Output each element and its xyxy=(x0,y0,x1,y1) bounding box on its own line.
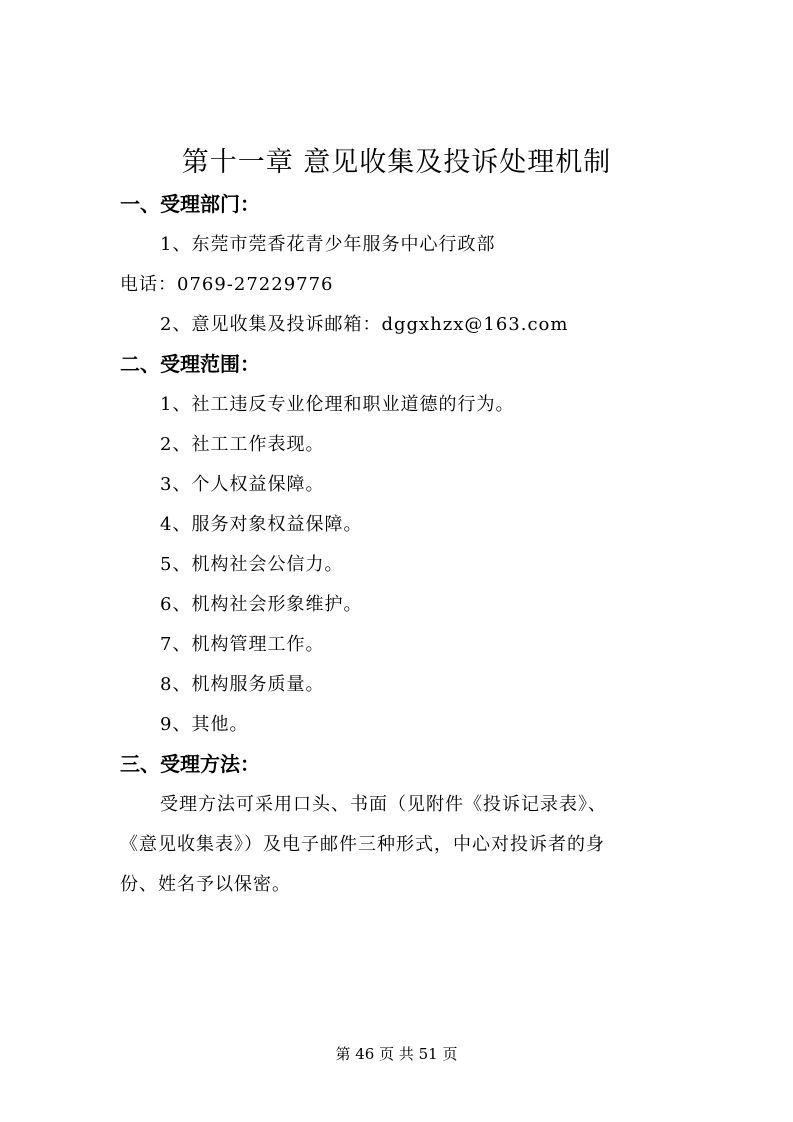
page-title: 第十一章 意见收集及投诉处理机制 xyxy=(181,147,612,178)
section-heading-scope: 二、受理范围： xyxy=(120,352,260,376)
section-heading-method: 三、受理方法： xyxy=(120,752,260,776)
scope-item: 1、社工违反专业伦理和职业道德的行为。 xyxy=(160,394,515,415)
scope-item: 8、机构服务质量。 xyxy=(160,674,325,695)
page-number-footer: 第 46 页 共 51 页 xyxy=(335,1045,458,1063)
department-line: 1、东莞市莞香花青少年服务中心行政部 xyxy=(160,234,496,255)
scope-item: 3、个人权益保障。 xyxy=(160,474,325,495)
method-paragraph-line: 份、姓名予以保密。 xyxy=(120,874,291,895)
method-paragraph-line: 《意见收集表》）及电子邮件三种形式，中心对投诉者的身 xyxy=(120,834,605,855)
phone-line: 电话：0769-27229776 xyxy=(120,274,334,295)
scope-item: 7、机构管理工作。 xyxy=(160,634,325,655)
scope-item: 4、服务对象权益保障。 xyxy=(160,514,363,535)
scope-item: 9、其他。 xyxy=(160,714,249,735)
scope-item: 5、机构社会公信力。 xyxy=(160,554,344,575)
section-heading-department: 一、受理部门： xyxy=(120,192,260,216)
scope-item: 2、社工工作表现。 xyxy=(160,434,325,455)
method-paragraph-line: 受理方法可采用口头、书面（见附件《投诉记录表》、 xyxy=(160,794,607,815)
scope-item: 6、机构社会形象维护。 xyxy=(160,594,363,615)
email-line: 2、意见收集及投诉邮箱：dggxhzx@163.com xyxy=(160,314,569,335)
